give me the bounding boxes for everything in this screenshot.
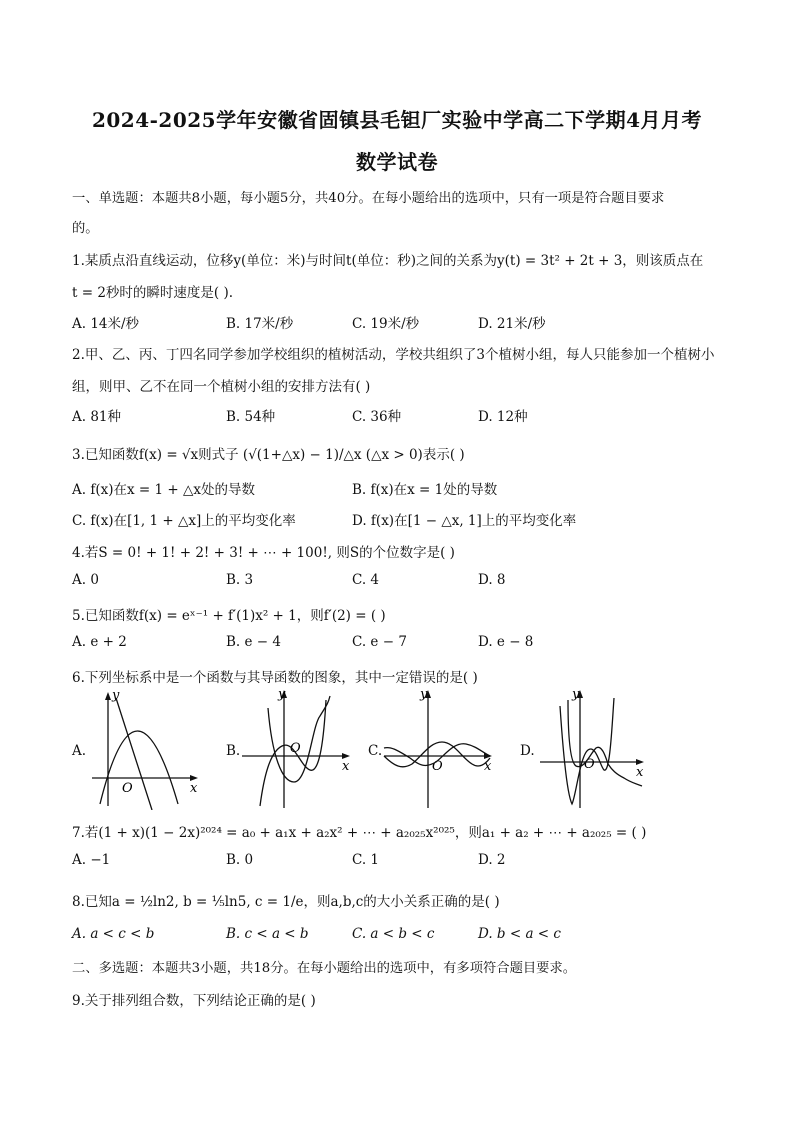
q5-stem: 5.已知函数f(x) = eˣ⁻¹ + f′(1)x² + 1，则f′(2) = ( ) xyxy=(72,608,386,624)
q7-option-d: D. 2 xyxy=(478,852,506,868)
q2-option-d: D. 12种 xyxy=(478,409,528,425)
q6-label-b: B. xyxy=(226,743,241,759)
q3-option-c: C. f(x)在[1, 1 + △x]上的平均变化率 xyxy=(72,513,296,529)
q6-label-d: D. xyxy=(520,743,535,759)
q2-option-b: B. 54种 xyxy=(226,409,276,425)
q5-option-b: B. e − 4 xyxy=(226,634,281,650)
q8-option-d: D. b < a < c xyxy=(478,926,561,942)
q6b-y-label: y xyxy=(278,687,286,702)
q6-graph-b xyxy=(238,686,356,810)
q9-stem: 9.关于排列组合数，下列结论正确的是( ) xyxy=(72,993,316,1009)
q6-label-a: A. xyxy=(72,743,87,759)
q3-stem: 3.已知函数f(x) = √x则式子 (√(1+△x) − 1)/△x (△x > 0)表示( ) xyxy=(72,447,465,463)
q7-option-c: C. 1 xyxy=(352,852,380,868)
q8-option-b: B. c < a < b xyxy=(226,926,309,942)
q3-option-a: A. f(x)在x = 1 + △x处的导数 xyxy=(72,482,255,498)
q8-option-a: A. a < c < b xyxy=(72,926,155,942)
q4-stem: 4.若S = 0! + 1! + 2! + 3! + ⋯ + 100!, 则S的个位数字是( ) xyxy=(72,545,455,561)
q1-option-b: B. 17米/秒 xyxy=(226,316,294,332)
q2-stem: 2.甲、乙、丙、丁四名同学参加学校组织的植树活动，学校共组织了3个植树小组，每人只能参加一个植树小 xyxy=(72,347,715,363)
q6c-y-label: y xyxy=(420,687,428,702)
q4-option-b: B. 3 xyxy=(226,572,254,588)
q6c-x-label: x xyxy=(484,759,492,774)
q6b-x-label: x xyxy=(342,759,350,774)
q6d-origin-label: O xyxy=(584,757,595,772)
section1-heading: 一、单选题：本题共8小题，每小题5分，共40分。在每小题给出的选项中，只有一项是符合题目要求 xyxy=(72,191,665,206)
q3-option-b: B. f(x)在x = 1处的导数 xyxy=(352,482,498,498)
q6b-origin-label: O xyxy=(290,741,301,756)
q6-label-c: C. xyxy=(368,743,383,759)
q6a-y-label: y xyxy=(112,688,120,703)
q4-option-a: A. 0 xyxy=(72,572,99,588)
section2-heading: 二、多选题：本题共3小题，共18分。在每小题给出的选项中，有多项符合题目要求。 xyxy=(72,961,577,976)
q1-option-d: D. 21米/秒 xyxy=(478,316,546,332)
q6d-y-label: y xyxy=(572,687,580,702)
q1-stem: 1.某质点沿直线运动，位移y(单位：米)与时间t(单位：秒)之间的关系为y(t) = 3t² + 2t + 3，则该质点在 xyxy=(72,253,704,269)
q1-option-c: C. 19米/秒 xyxy=(352,316,420,332)
q6-graph-c xyxy=(380,686,498,810)
q6-stem: 6.下列坐标系中是一个函数与其导函数的图象，其中一定错误的是( ) xyxy=(72,670,478,686)
q7-option-b: B. 0 xyxy=(226,852,254,868)
q2-option-c: C. 36种 xyxy=(352,409,402,425)
q2-option-a: A. 81种 xyxy=(72,409,122,425)
q6a-x-label: x xyxy=(190,781,198,796)
q5-option-d: D. e − 8 xyxy=(478,634,534,650)
q7-stem: 7.若(1 + x)(1 − 2x)²⁰²⁴ = a₀ + a₁x + a₂x² + ⋯ + a₂₀₂₅x²⁰²⁵，则a₁ + a₂ + ⋯ + a₂₀₂₅ = ( ) xyxy=(72,825,647,841)
q8-stem: 8.已知a = ½ln2, b = ⅕ln5, c = 1/e，则a,b,c的大小关系正确的是( ) xyxy=(72,894,500,910)
exam-title: 2024-2025学年安徽省固镇县毛钽厂实验中学高二下学期4月月考 xyxy=(91,108,703,132)
q5-option-c: C. e − 7 xyxy=(352,634,407,650)
exam-subtitle: 数学试卷 xyxy=(356,150,438,174)
q6-graph-d xyxy=(532,686,650,810)
q6a-origin-label: O xyxy=(122,781,133,796)
q7-option-a: A. −1 xyxy=(72,852,111,868)
q1-option-a: A. 14米/秒 xyxy=(72,316,140,332)
q5-option-a: A. e + 2 xyxy=(72,634,127,650)
q8-option-c: C. a < b < c xyxy=(352,926,435,942)
q6-graph-a xyxy=(86,688,204,810)
section1-heading-cont: 的。 xyxy=(72,221,99,236)
q6c-origin-label: O xyxy=(432,759,443,774)
q6d-x-label: x xyxy=(636,765,644,780)
q4-option-c: C. 4 xyxy=(352,572,380,588)
q1-stem-cont: t = 2秒时的瞬时速度是( ). xyxy=(72,285,234,301)
q2-stem-cont: 组，则甲、乙不在同一个植树小组的安排方法有( ) xyxy=(72,379,371,395)
q4-option-d: D. 8 xyxy=(478,572,506,588)
q3-option-d: D. f(x)在[1 − △x, 1]上的平均变化率 xyxy=(352,513,577,529)
